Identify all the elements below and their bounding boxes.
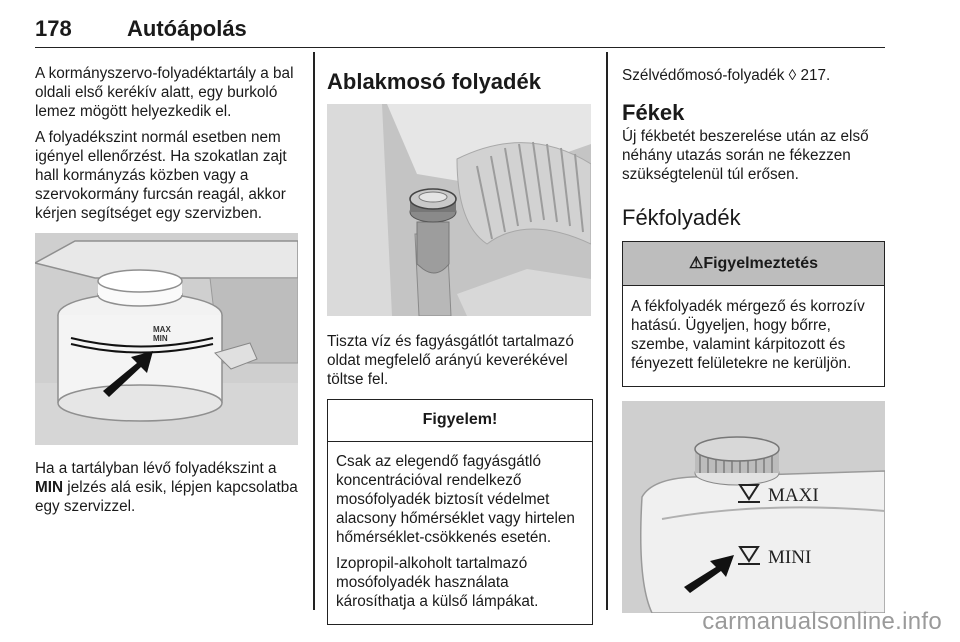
column-middle — [327, 68, 593, 625]
reference-page: 217. — [800, 67, 831, 84]
warning-triangle-icon: ⚠ — [688, 255, 704, 272]
column-divider-1 — [313, 52, 315, 610]
cross-reference: Szélvédőmosó-folyadék ◊ 217. — [622, 67, 831, 84]
notice-box — [327, 399, 593, 625]
column-left — [35, 64, 303, 523]
paragraph-fluid-check: A folyadékszint normál esetben nem igényel ellenőrzést. Ha szokatlan zajt hall kormányzás közben vagy a szervokormány furcsán reagál, akkor kérjen segítséget egy szervizben. — [35, 129, 287, 222]
reference-arrow-icon: ◊ — [788, 67, 797, 84]
notice-paragraph-antifreeze: Csak az elegendő fagyásgátló koncentrációval rendelkező mosófolyadék biztosít védelmet alacsony hőmérséklet vagy hirtelen hőmérséklet-csökkenés esetén. — [336, 453, 575, 546]
notice-paragraph-isopropyl: Izopropil-alkoholt tartalmazó mosófolyadék használata károsíthatja a külső lámpákat. — [336, 555, 539, 610]
power-steering-reservoir-image — [35, 233, 298, 445]
warning-title: Figyelmeztetés — [703, 255, 819, 272]
washer-fluid-image — [327, 104, 591, 316]
max-mark-label: MAX — [153, 325, 171, 334]
watermark: carmanualsonline.info — [702, 608, 942, 635]
paragraph-brake-pads: Új fékbetét beszerelése után az első néhány utazás során ne fékezzen szükségtelenül túl erősen. — [622, 128, 869, 183]
column-divider-2 — [606, 52, 608, 610]
warning-text: A fékfolyadék mérgező és korrozív hatású. Ügyeljen, hogy bőrre, szembe, valamint kárpitozott és fényezett felületekre ne kerüljön. — [631, 298, 865, 372]
page-number: 178 — [35, 16, 72, 41]
maxi-mark-label: MAXI — [768, 485, 819, 506]
column-right — [622, 66, 887, 613]
mini-mark-label: MINI — [768, 547, 812, 568]
min-mark-label: MIN — [153, 334, 168, 343]
brake-fluid-reservoir-illustration — [622, 401, 885, 613]
sub-heading-brake-fluid: Fékfolyadék — [622, 205, 741, 230]
paragraph-reservoir-location: A kormányszervo-folyadéktartály a bal oldali első kerékív alatt, egy burkoló lemez mögött helyezkedik el. — [35, 65, 294, 120]
page-header — [35, 10, 885, 48]
notice-title: Figyelem! — [328, 400, 592, 442]
section-heading-washer-fluid: Ablakmosó folyadék — [327, 69, 541, 94]
brake-fluid-reservoir-image — [622, 401, 885, 613]
warning-box — [622, 241, 885, 387]
power-steering-reservoir-illustration — [35, 233, 298, 445]
washer-fluid-illustration — [327, 104, 591, 316]
section-heading-brakes: Fékek — [622, 100, 685, 125]
paragraph-min-level: Ha a tartályban lévő folyadékszint a MIN jelzés alá esik, lépjen kapcsolatba egy szervizzel. — [35, 460, 298, 515]
chapter-title: Autóápolás — [127, 16, 247, 41]
warning-title-bar — [623, 242, 884, 286]
paragraph-washer-fill: Tiszta víz és fagyásgátlót tartalmazó oldat megfelelő arányú keverékével töltse fel. — [327, 333, 574, 388]
min-keyword: MIN — [35, 479, 64, 496]
